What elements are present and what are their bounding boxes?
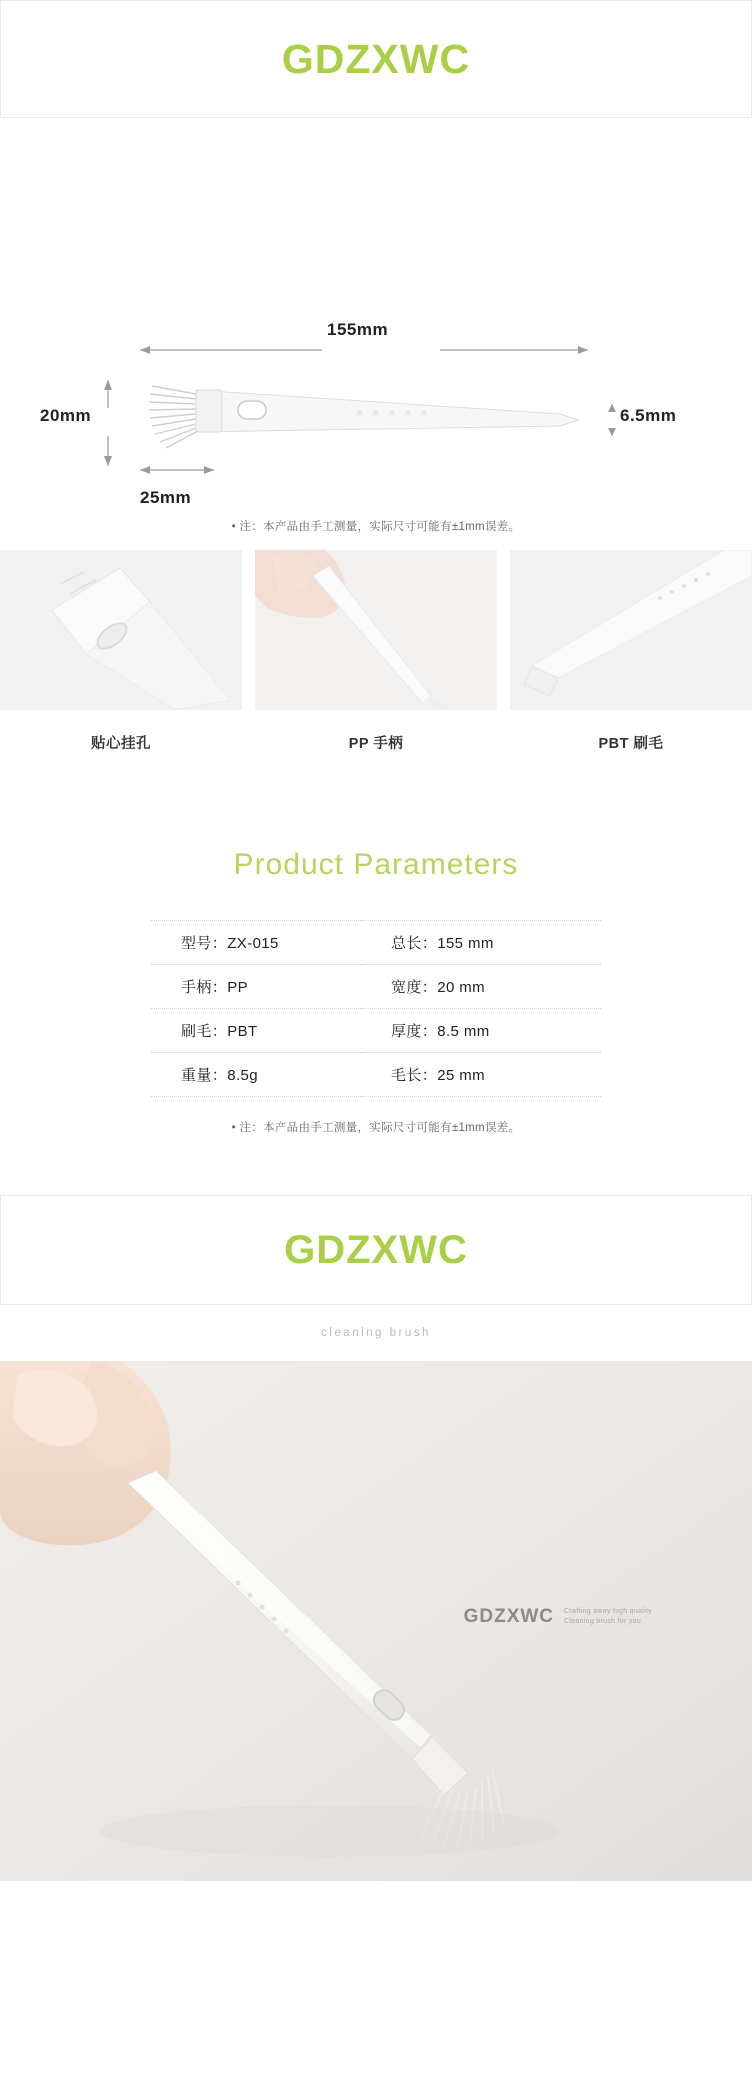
pbt-bristle-photo [510, 550, 752, 710]
feature-caption: 贴心挂孔 [91, 736, 151, 752]
param-cell: 毛长：25 mm [391, 1067, 486, 1084]
footer-subtitle: cleaning brush [321, 1327, 431, 1339]
hero-watermark-line1: Crafting away high quality [564, 1607, 652, 1615]
dimension-thickness-label: 6.5mm [620, 406, 677, 425]
dimension-height-label: 20mm [40, 406, 92, 425]
hero-watermark-brand: GDZXWC [463, 1606, 555, 1627]
table-row [151, 965, 601, 1009]
pp-handle-photo [255, 550, 497, 710]
feature-row [0, 550, 752, 753]
brand-title: GDZXWC [281, 35, 471, 82]
diagram-note: • 注：本产品由手工测量，实际尺寸可能有±1mm误差。 [231, 521, 521, 533]
table-row [151, 1053, 601, 1097]
feature-caption: PBT 刷毛 [598, 736, 664, 752]
footer-brand-title: GDZXWC [284, 1227, 468, 1272]
brush-hanging-hole-photo [0, 550, 242, 710]
product-parameters-title: Product Parameters [233, 848, 519, 881]
table-row [151, 1009, 601, 1053]
feature-item [510, 550, 752, 753]
param-cell: 手柄：PP [181, 979, 249, 996]
feature-item [255, 550, 497, 753]
hero-watermark-tagline [564, 1607, 652, 1628]
parameters-note: • 注：本产品由手工测量，实际尺寸可能有±1mm误差。 [231, 1122, 521, 1134]
param-cell: 宽度：20 mm [391, 979, 486, 996]
hero-watermark-line2: Cleaning brush for you [564, 1618, 642, 1625]
param-cell: 厚度：8.5 mm [391, 1023, 490, 1040]
param-cell: 刷毛：PBT [181, 1023, 258, 1040]
footer-brand-header [0, 1195, 752, 1305]
dimension-drawing-svg [0, 118, 752, 518]
param-cell: 总长：155 mm [391, 935, 494, 952]
feature-item [0, 550, 242, 753]
hero-watermark [464, 1606, 652, 1628]
svg-text:✕ ✕ ✕ ✕ ✕: ✕ ✕ ✕ ✕ ✕ [356, 408, 431, 418]
dimension-length-label: 155mm [327, 320, 389, 339]
section-spacer [0, 1135, 752, 1195]
table-row [151, 921, 601, 965]
dimension-bristle-label: 25mm [140, 488, 192, 507]
product-parameters-table [151, 920, 601, 1097]
brand-header [0, 0, 752, 118]
dimension-diagram [0, 118, 752, 518]
feature-caption: PP 手柄 [348, 736, 404, 752]
param-cell: 重量：8.5g [181, 1067, 258, 1084]
hero-product-photo [0, 1361, 752, 1881]
param-cell: 型号：ZX-015 [181, 935, 279, 952]
